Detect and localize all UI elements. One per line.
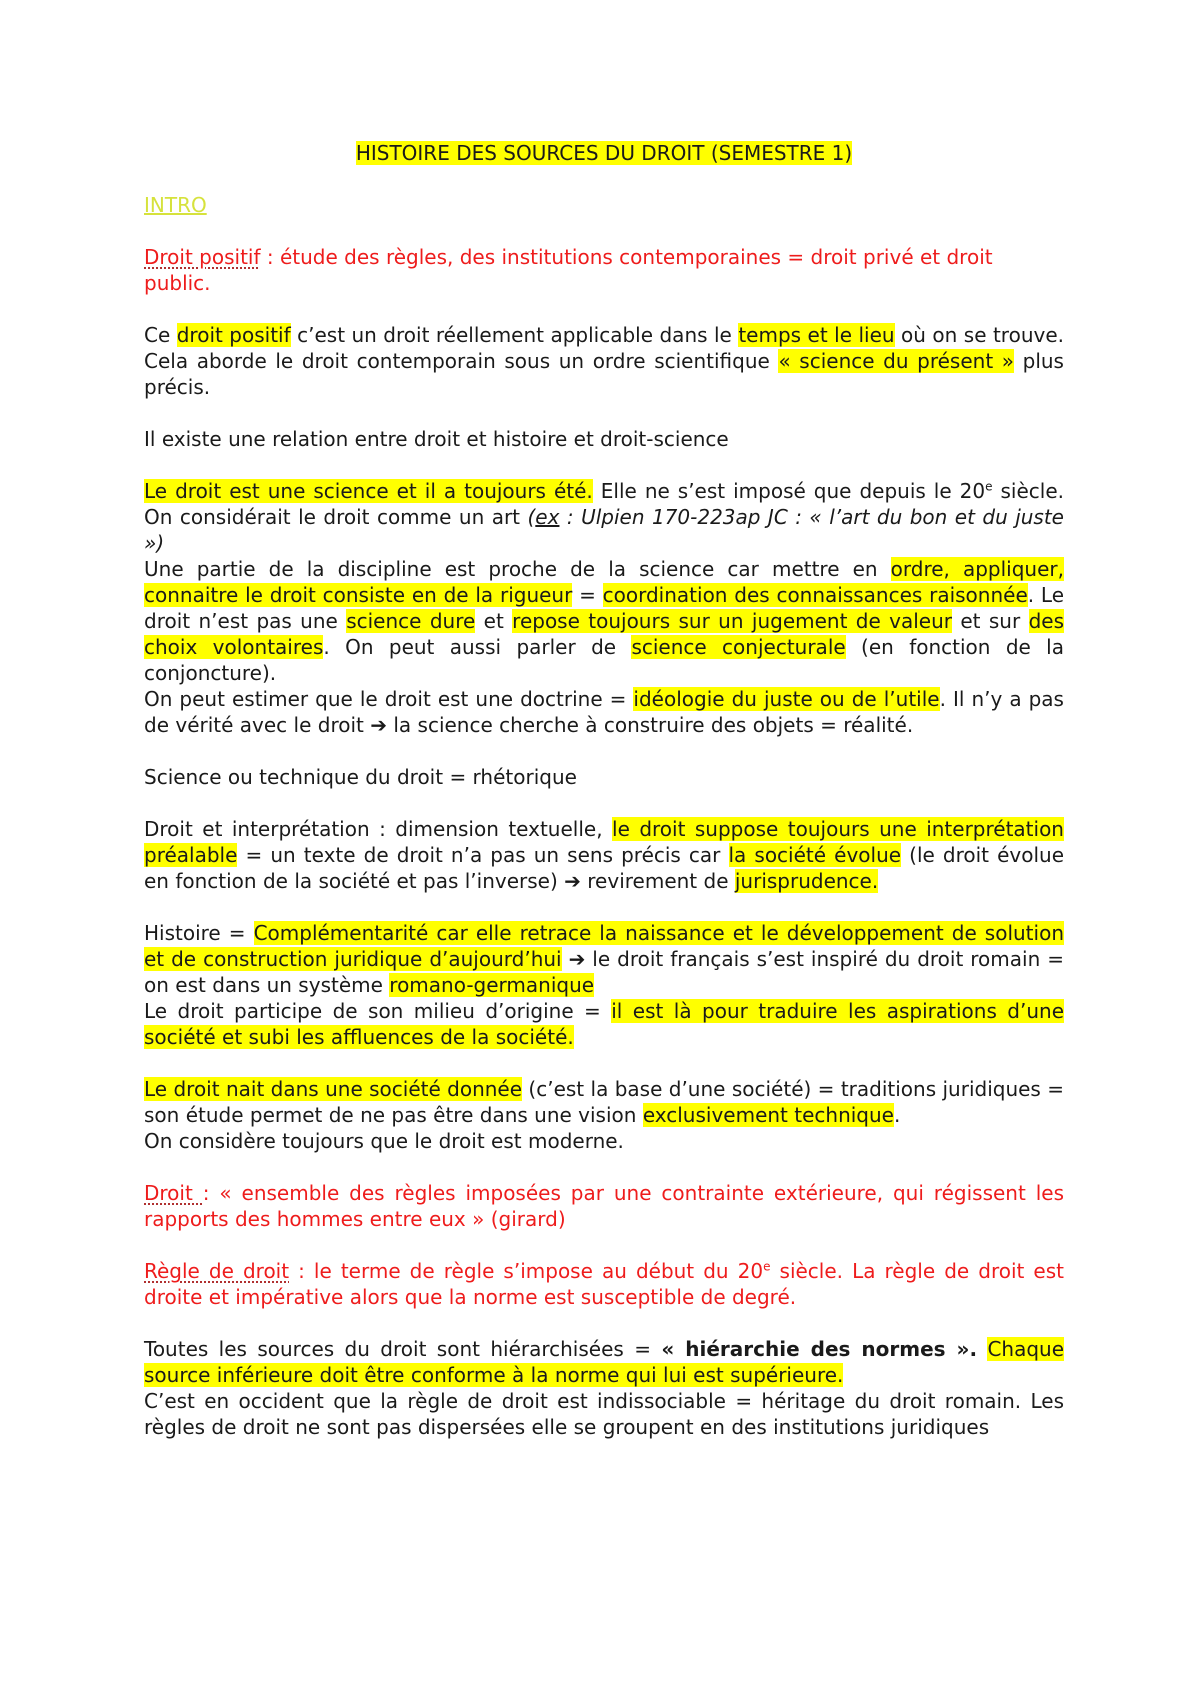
paragraph-doctrine: On peut estimer que le droit est une doctrine = idéologie du juste ou de l’utile. Il n’y a pas de vérité avec le droit ➔ la science cherche à construire des objets = réalité. — [144, 687, 1064, 737]
definition-regle-de-droit: Règle de droit : le terme de règle s’impose au début du 20e siècle. La règle de droit est droite et impérative alors que la norme est susceptible de degré. — [144, 1259, 1064, 1309]
arrow-icon: ➔ — [370, 713, 387, 737]
arrow-icon: ➔ — [568, 947, 586, 971]
definition-droit-positif: Droit positif : étude des règles, des institutions contemporaines = droit privé et droit public. — [144, 245, 993, 295]
document-title: HISTOIRE DES SOURCES DU DROIT (SEMESTRE 1) — [355, 141, 853, 165]
document-page — [144, 140, 1064, 1466]
paragraph-droit-positif: Ce droit positif c’est un droit réellement applicable dans le temps et le lieu où on se trouve. Cela aborde le droit contemporain sous un ordre scientifique « science du présent » plus précis. — [144, 323, 1064, 399]
paragraph-discipline: Une partie de la discipline est proche de la science car mettre en ordre, appliquer, connaitre le droit consiste en de la rigueur = coordination des connaissances raisonnée. Le droit n’est pas une science dure et repose toujours sur un jugement de valeur et sur des choix volontaires. On peut aussi parler de science conjecturale (en fonction de la conjoncture). — [144, 557, 1064, 685]
paragraph-science: Le droit est une science et il a toujours été. Elle ne s’est imposé que depuis le 20e siècle. On considérait le droit comme un art (ex : Ulpien 170-223ap JC : « l’art du bon et du juste ») — [144, 479, 1064, 555]
arrow-icon: ➔ — [564, 869, 581, 893]
section-heading-intro: INTRO — [144, 193, 207, 217]
paragraph-rhetorique: Science ou technique du droit = rhétorique — [144, 765, 577, 789]
paragraph-relation: Il existe une relation entre droit et histoire et droit-science — [144, 427, 729, 451]
paragraph-interpretation: Droit et interprétation : dimension textuelle, le droit suppose toujours une interprétation préalable = un texte de droit n’a pas un sens précis car la société évolue (le droit évolue en fonction de la société et pas l’inverse) ➔ revirement de jurisprudence. — [144, 817, 1065, 893]
paragraph-occident: C’est en occident que la règle de droit est indissociable = héritage du droit romain. Les règles de droit ne sont pas dispersées elle se groupent en des institutions juridiques — [144, 1389, 1064, 1439]
paragraph-histoire: Histoire = Complémentarité car elle retrace la naissance et le développement de solution et de construction juridique d’aujourd’hui ➔ le droit français s’est inspiré du droit romain = on est dans un système romano-germanique — [144, 921, 1064, 997]
paragraph-hierarchie: Toutes les sources du droit sont hiérarchisées = « hiérarchie des normes ». Chaque source inférieure doit être conforme à la norme qui lui est supérieure. — [144, 1337, 1065, 1387]
paragraph-societe: Le droit nait dans une société donnée (c’est la base d’une société) = traditions juridiques = son étude permet de ne pas être dans une vision exclusivement technique. — [144, 1077, 1064, 1127]
definition-droit: Droit : « ensemble des règles imposées par une contrainte extérieure, qui régissent les rapports des hommes entre eux » (girard) — [144, 1181, 1064, 1231]
paragraph-moderne: On considère toujours que le droit est moderne. — [144, 1129, 624, 1153]
paragraph-milieu: Le droit participe de son milieu d’origine = il est là pour traduire les aspirations d’une société et subi les affluences de la société. — [144, 999, 1064, 1049]
